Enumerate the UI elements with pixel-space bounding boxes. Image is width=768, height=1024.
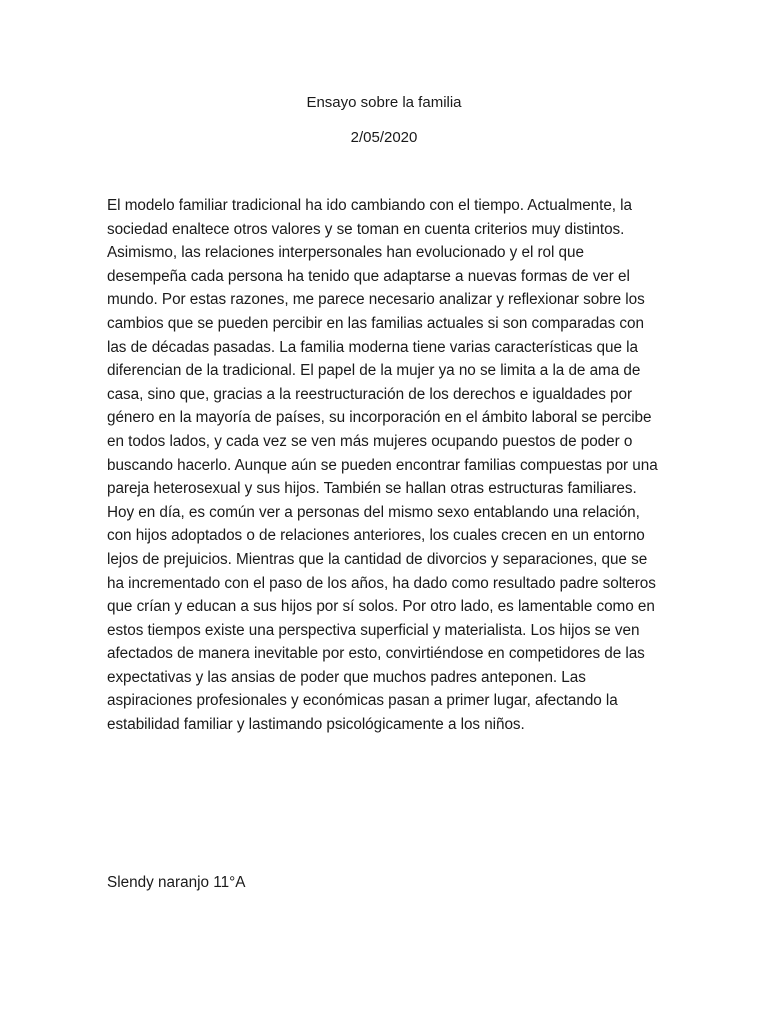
author-signature: Slendy naranjo 11°A	[107, 874, 246, 891]
document-title: Ensayo sobre la familia	[306, 94, 462, 111]
essay-body: El modelo familiar tradicional ha ido cambiando con el tiempo. Actualmente, la sociedad enaltece otros valores y se toman en cuenta criterios muy distintos. Asimismo, las relaciones interpersonales han evolucionado y el rol que desempeña cada persona ha tenido que adaptarse a nuevas formas de ver el mundo. Por estas razones, me parece necesario analizar y reflexionar sobre los cambios que se pueden percibir en las familias actuales si son comparadas con las de décadas pasadas. La familia moderna tiene varias características que la diferencian de la tradicional. El papel de la mujer ya no se limita a la de ama de casa, sino que, gracias a la reestructuración de los derechos e igualdades por género en la mayoría de países, su incorporación en el ámbito laboral se percibe en todos lados, y cada vez se ven más mujeres ocupando puestos de poder o buscando hacerlo. Aunque aún se pueden encontrar familias compuestas por una pareja heterosexual y sus hijos. También se hallan otras estructuras familiares. Hoy en día, es común ver a personas del mismo sexo entablando una relación, con hijos adoptados o de relaciones anteriores, los cuales crecen en un entorno lejos de prejuicios. Mientras que la cantidad de divorcios y separaciones, que se ha incrementado con el paso de los años, ha dado como resultado padre solteros que crían y educan a sus hijos por sí solos. Por otro lado, es lamentable como en estos tiempos existe una perspectiva superficial y materialista. Los hijos se ven afectados de manera inevitable por esto, convirtiéndose en competidores de las expectativas y las ansias de poder que muchos padres anteponen. Las aspiraciones profesionales y económicas pasan a primer lugar, afectando la estabilidad familiar y lastimando psicológicamente a los niños.	[107, 197, 658, 734]
document-date: 2/05/2020	[350, 129, 418, 146]
